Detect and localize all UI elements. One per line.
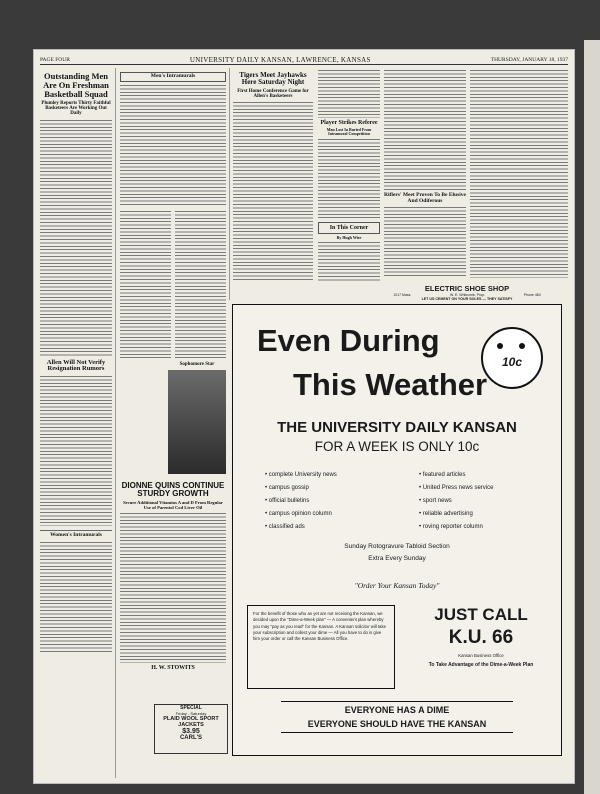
ad-advantage: To Take Advantage of the Dime-a-Week Plan xyxy=(428,662,534,668)
shop-name: ELECTRIC SHOE SHOP xyxy=(424,284,510,293)
ad-extra: Extra Every Sunday xyxy=(368,555,426,562)
standings-table-left xyxy=(120,211,171,360)
feature-item: • campus gossip xyxy=(265,482,337,495)
dionne-ad xyxy=(120,480,226,700)
issue-date: THURSDAY, JANUARY 18, 1937 xyxy=(490,56,568,63)
player-strikes-headline: Player Strikes Referee xyxy=(320,120,378,126)
riflers-text xyxy=(384,207,466,277)
column-6 xyxy=(470,70,568,282)
column-1 xyxy=(40,70,112,776)
sponsor-brand-logo: CARL'S xyxy=(179,735,203,741)
column-3 xyxy=(233,70,313,300)
ad-footer-line-2: EVERYONE SHOULD HAVE THE KANSAN xyxy=(307,719,487,729)
shop-slogan: LET US CEMENT ON YOUR SOLES — THEY SATISFY xyxy=(421,297,513,301)
page-edge xyxy=(584,40,600,794)
column-rule xyxy=(229,68,230,300)
womens-article-text xyxy=(40,542,112,652)
freshman-headline: Outstanding Men Are On Freshman Basketball Squad xyxy=(43,71,109,99)
column-rule xyxy=(115,68,116,778)
kansan-subscription-ad xyxy=(232,304,562,756)
feature-item: • featured articles xyxy=(419,469,493,482)
freshman-article-text xyxy=(40,120,112,356)
ad-headline-2: This Weather xyxy=(293,367,488,402)
ad-headline-1: Even During xyxy=(257,323,440,358)
ad-phone-number: K.U. 66 xyxy=(448,627,514,648)
column-2 xyxy=(120,70,226,360)
page-number: PAGE FOUR xyxy=(40,56,70,63)
feature-item: • official bulletins xyxy=(265,495,337,508)
corner-text xyxy=(318,242,380,282)
allen-article-text xyxy=(40,376,112,526)
riflers-headline: Riflers' Meet Proven To Be Elusive And Odiferous xyxy=(384,192,466,204)
tigers-article-text xyxy=(233,102,313,282)
sophomore-caption: Sophomore Star xyxy=(179,362,215,367)
newspaper-page xyxy=(34,50,574,783)
shop-address: 1017 Mass. xyxy=(393,293,412,297)
dionne-headline: DIONNE QUINS CONTINUE STURDY GROWTH xyxy=(121,481,225,499)
dime-badge-label: 10c xyxy=(501,355,523,369)
paper-title: UNIVERSITY DAILY KANSAN, LAWRENCE, KANSAS xyxy=(189,55,371,64)
feature-item: • complete University news xyxy=(265,469,337,482)
sponsor-price: $3.95 xyxy=(182,728,200,735)
player-strikes-text xyxy=(318,139,380,219)
sophomore-caption-wrap xyxy=(168,360,226,370)
sponsor-special: SPECIAL xyxy=(180,705,202,711)
ad-call: JUST CALL xyxy=(434,605,528,624)
column-6-text xyxy=(470,70,568,278)
sponsor-item: PLAID WOOL SPORT JACKETS xyxy=(163,716,219,728)
freshman-subhead: Plumley Reports Thirty Faithful Basketeers Are Working Out Daily xyxy=(41,100,111,117)
benefit-box: For the benefit of those who as yet are not receiving the Kansan, we decided upon the "Dime-a-Week plan" — A convenient plan whereby you may "pay as you read" for the Kansan. A Kansan solicitor will take your subscription and collect your dime — All you have to do is give him your order or call the Kansan Business Office. xyxy=(247,605,395,689)
tigers-subhead: First Home Conference Game for Allen's Basketeers xyxy=(237,88,309,99)
standings-table-right xyxy=(175,211,226,360)
mens-article-text xyxy=(120,85,226,205)
player-strikes-subhead: Man Lost In Buried From Intramural Competition xyxy=(326,127,372,137)
dionne-subhead: Secure Additional Vitamins A and D From Regular Use of Parentol Cod Liver Oil xyxy=(123,499,223,510)
feature-item: • roving reporter column xyxy=(419,521,493,534)
carls-advertisement xyxy=(154,704,228,754)
corner-byline: By Hugh Wire xyxy=(336,234,362,240)
column-5-text xyxy=(384,70,466,190)
electric-shoe-shop-ad xyxy=(374,284,560,304)
feature-item: • reliable advertising xyxy=(419,508,493,521)
masthead xyxy=(40,55,568,65)
shop-phone: Phone 484 xyxy=(523,293,541,297)
stowits-name: H. W. STOWITS xyxy=(151,665,195,672)
feature-item: • campus opinion column xyxy=(265,508,337,521)
feature-item: • United Press news service xyxy=(419,482,493,495)
shop-owner: W. E. Whitcomb, Prop. xyxy=(449,293,486,297)
features-right xyxy=(419,469,493,534)
column-4 xyxy=(318,70,380,300)
column-5 xyxy=(384,70,466,282)
sophomore-star-photo xyxy=(168,370,226,474)
feature-item: • sport news xyxy=(419,495,493,508)
mens-headline: Men's Intramurals xyxy=(120,72,226,82)
ad-price: FOR A WEEK IS ONLY 10c xyxy=(314,439,480,454)
ad-paper-name: THE UNIVERSITY DAILY KANSAN xyxy=(277,419,517,436)
dime-mascot-icon xyxy=(481,327,543,389)
ad-footer-line-1: EVERYONE HAS A DIME xyxy=(344,705,450,715)
ad-footer xyxy=(281,701,513,733)
ad-office: Kansan Business Office xyxy=(458,653,504,658)
corner-headline: In This Corner xyxy=(318,222,380,234)
feature-item: • classified ads xyxy=(265,521,337,534)
dionne-text xyxy=(120,513,226,663)
womens-headline: Women's Intramurals xyxy=(40,530,112,539)
features-left xyxy=(265,469,337,534)
sponsor-days: Friday - Saturday xyxy=(175,711,207,716)
allen-headline: Allen Will Not Verify Resignation Rumors xyxy=(46,358,106,373)
ad-order: "Order Your Kansan Today" xyxy=(354,581,440,590)
tigers-headline: Tigers Meet Jayhawks Here Saturday Night xyxy=(239,71,307,87)
column-4-text xyxy=(318,70,380,118)
ad-sunday: Sunday Rotogravure Tabloid Section xyxy=(344,543,450,550)
